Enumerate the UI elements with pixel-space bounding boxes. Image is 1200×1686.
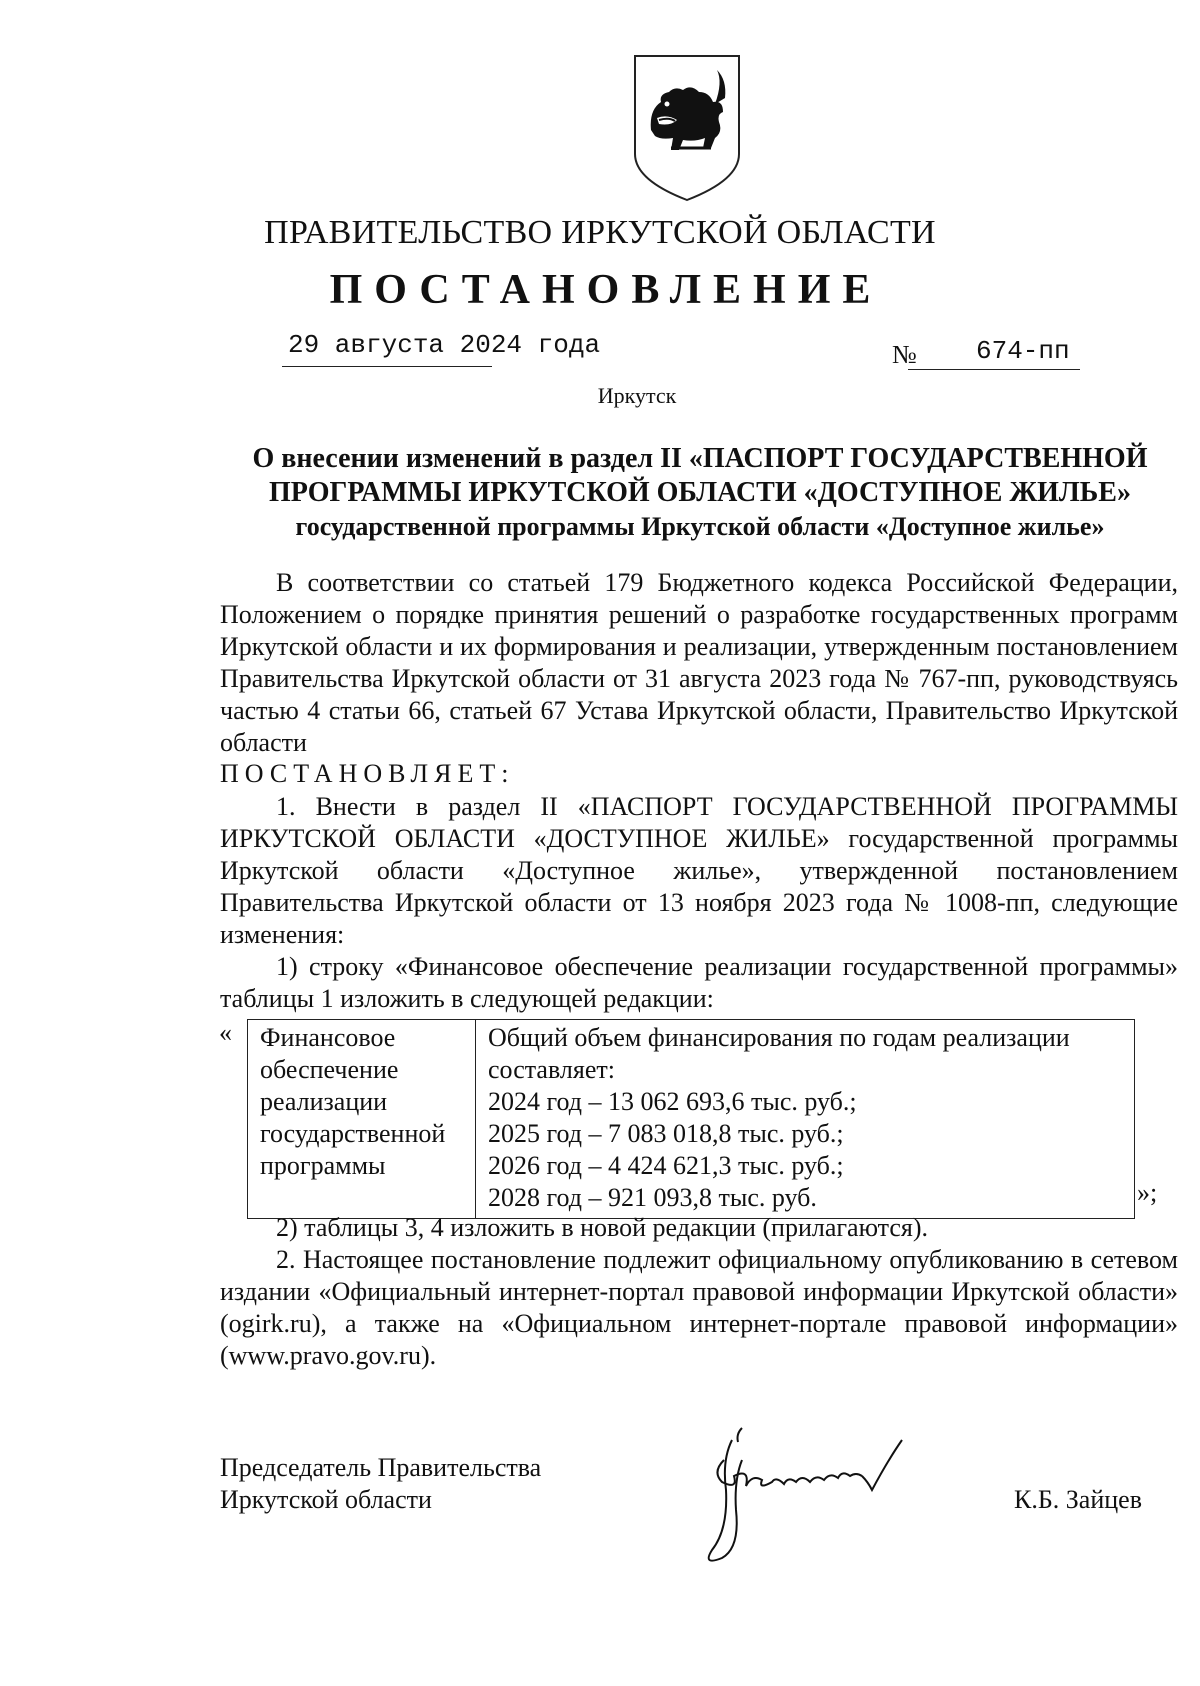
document-number: 674-пп: [976, 336, 1070, 366]
item-1-2-paragraph: 2) таблицы 3, 4 изложить в новой редакции (прилагаются).: [276, 1213, 929, 1242]
document-type: ПОСТАНОВЛЕНИЕ: [329, 267, 883, 313]
label-line: реализации: [260, 1087, 388, 1116]
signature-icon: [692, 1420, 942, 1570]
value-line: 2024 год – 13 062 693,6 тыс. руб.;: [488, 1087, 857, 1116]
finance-table: [247, 1019, 1135, 1219]
authority-name: ПРАВИТЕЛЬСТВО ИРКУТСКОЙ ОБЛАСТИ: [264, 214, 936, 251]
finance-value-cell: [476, 1020, 1135, 1219]
value-line: 2026 год – 4 424 621,3 тыс. руб.;: [488, 1151, 844, 1180]
value-line: 2028 год – 921 093,8 тыс. руб.: [488, 1183, 817, 1212]
position-line-1: Председатель Правительства: [220, 1453, 542, 1482]
number-underline: [908, 369, 1080, 370]
coat-of-arms-icon: [631, 52, 743, 204]
value-line: составляет:: [488, 1055, 615, 1084]
position-line-2: Иркутской области: [220, 1485, 432, 1514]
label-line: Финансовое: [260, 1023, 396, 1052]
date-underline: [282, 366, 492, 367]
table-row: [248, 1020, 1135, 1219]
value-line: Общий объем финансирования по годам реализации: [488, 1023, 1070, 1052]
decree-word: ПОСТАНОВЛЯЕТ:: [220, 759, 515, 788]
item-1-1-paragraph: 1) строку «Финансовое обеспечение реализации государственной программы» таблицы 1 изложить в следующей редакции:: [220, 952, 1178, 1013]
quote-close: »;: [1137, 1178, 1158, 1207]
label-line: государственной: [260, 1119, 446, 1148]
signer-name: К.Б. Зайцев: [1014, 1485, 1142, 1514]
number-sign: №: [892, 340, 917, 369]
title-line-3: государственной программы Иркутской области «Доступное жилье»: [295, 512, 1105, 541]
quote-open: «: [219, 1018, 232, 1047]
document-date: 29 августа 2024 года: [288, 330, 601, 360]
title-line-1: О внесении изменений в раздел II «ПАСПОРТ ГОСУДАРСТВЕННОЙ: [252, 443, 1148, 474]
finance-label-cell: [248, 1020, 476, 1219]
document-title: [220, 442, 1180, 544]
item-2-paragraph: 2. Настоящее постановление подлежит официальному опубликованию в сетевом издании «Официальный интернет-портал правовой информации Иркутской области» (ogirk.ru), а также на «Официальном интернет-портале правовой информации» (www.pravo.gov.ru).: [220, 1245, 1178, 1370]
item-1-paragraph: 1. Внести в раздел II «ПАСПОРТ ГОСУДАРСТВЕННОЙ ПРОГРАММЫ ИРКУТСКОЙ ОБЛАСТИ «ДОСТУПНОЕ ЖИЛЬЕ» государственной программы Иркутской области «Доступное жилье», утвержденной постановлением Правительства Иркутской области от 13 ноября 2023 года № 1008-пп, следующие изменения:: [220, 792, 1178, 949]
city: Иркутск: [597, 383, 677, 408]
value-line: 2025 год – 7 083 018,8 тыс. руб.;: [488, 1119, 844, 1148]
preamble-paragraph: В соответствии со статьей 179 Бюджетного кодекса Российской Федерации, Положением о порядке принятия решений о разработке государственных программ Иркутской области и их формирования и реализации, утвержденным постановлением Правительства Иркутской области от 31 августа 2023 года № 767-пп, руководствуясь частью 4 статьи 66, статьей 67 Устава Иркутской области, Правительство Иркутской области: [220, 568, 1178, 757]
label-line: обеспечение: [260, 1055, 399, 1084]
signer-position: [220, 1452, 541, 1516]
title-line-2: ПРОГРАММЫ ИРКУТСКОЙ ОБЛАСТИ «ДОСТУПНОЕ ЖИЛЬЕ»: [269, 477, 1131, 508]
label-line: программы: [260, 1151, 386, 1180]
